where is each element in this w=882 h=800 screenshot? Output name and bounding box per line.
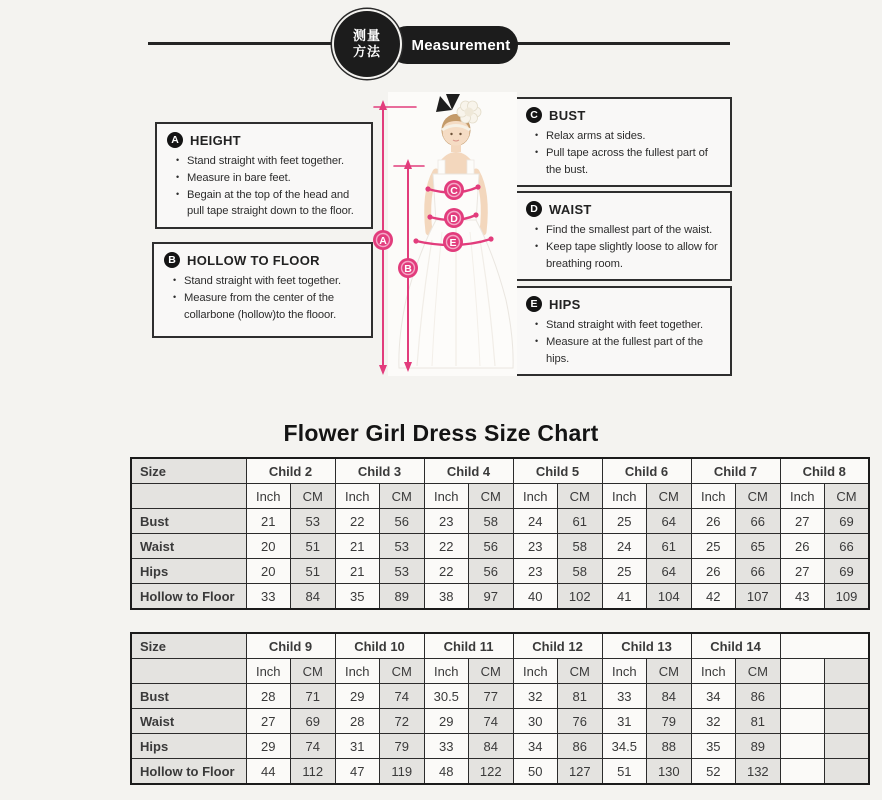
unit-cm-header: CM [469, 484, 514, 509]
badge-chinese-line2: 方法 [352, 44, 381, 59]
size-column-header: Child 6 [602, 458, 691, 484]
box-heading [526, 107, 720, 123]
size-value-cell: 33 [602, 684, 647, 709]
size-value-cell: 51 [291, 559, 336, 584]
size-column-header: Child 13 [602, 633, 691, 659]
size-column-header: Child 14 [691, 633, 780, 659]
size-value-cell: 58 [558, 559, 603, 584]
measure-instruction: • Begain at the top of the head and pull tape straight down to the floor. [176, 187, 361, 221]
size-value-cell: 84 [647, 684, 692, 709]
size-value-cell: 56 [469, 559, 514, 584]
measure-bullets [526, 222, 720, 272]
measure-instruction: • Find the smallest part of the waist. [535, 222, 720, 239]
size-value-cell: 74 [469, 709, 514, 734]
size-value-cell: 26 [691, 559, 736, 584]
size-column-header: Child 12 [513, 633, 602, 659]
size-value-cell: 24 [602, 534, 647, 559]
measure-row-label: Waist [131, 534, 246, 559]
size-value-cell: 35 [335, 584, 380, 610]
size-value-cell: 21 [335, 534, 380, 559]
measure-instruction: • Measure from the center of the collarbone (hollow)to the flooor. [173, 290, 361, 324]
size-value-cell: 35 [691, 734, 736, 759]
size-value-cell: 22 [335, 509, 380, 534]
unit-inch-header: Inch [335, 659, 380, 684]
unit-cm-header: CM [736, 484, 781, 509]
measure-title: BUST [549, 107, 586, 123]
size-column-header: Child 7 [691, 458, 780, 484]
measure-row-label: Hips [131, 559, 246, 584]
measure-title: HOLLOW TO FLOOR [187, 252, 320, 268]
badge-e [443, 232, 463, 252]
size-value-cell: 34 [513, 734, 558, 759]
box-heading [167, 132, 361, 148]
measurement-figure [372, 90, 517, 380]
unit-cm-header: CM [380, 484, 425, 509]
size-header-cell: Size [131, 633, 246, 659]
size-value-cell: 22 [424, 559, 469, 584]
unit-inch-header: Inch [246, 484, 291, 509]
unit-inch-header: Inch [513, 659, 558, 684]
measure-instruction: • Stand straight with feet together. [173, 273, 361, 290]
size-row [131, 709, 869, 734]
size-value-cell: 31 [335, 734, 380, 759]
size-value-cell: 51 [602, 759, 647, 785]
badge-a [373, 230, 393, 250]
size-value-cell: 25 [691, 534, 736, 559]
size-value-cell: 58 [469, 509, 514, 534]
waist-instruction-box [514, 191, 732, 281]
size-value-cell: 61 [647, 534, 692, 559]
size-row [131, 559, 869, 584]
measure-instruction: • Stand straight with feet together. [535, 317, 720, 334]
size-value-cell: 28 [335, 709, 380, 734]
unit-cm-header: CM [825, 484, 870, 509]
size-value-cell: 32 [691, 709, 736, 734]
size-value-cell: 79 [380, 734, 425, 759]
size-value-cell: 66 [736, 509, 781, 534]
unit-row-spacer [131, 484, 246, 509]
size-value-cell: 23 [424, 509, 469, 534]
unit-inch-header: Inch [780, 484, 825, 509]
hips-instruction-box [514, 286, 732, 376]
size-value-cell: 130 [647, 759, 692, 785]
size-table [130, 457, 870, 610]
size-value-cell: 102 [558, 584, 603, 610]
size-value-cell: 81 [558, 684, 603, 709]
box-heading [164, 252, 361, 268]
measure-bullets [526, 317, 720, 367]
badge-b-letter: B [404, 262, 412, 275]
size-value-cell [780, 709, 825, 734]
unit-inch-header: Inch [335, 484, 380, 509]
size-value-cell: 42 [691, 584, 736, 610]
box-heading [526, 296, 720, 312]
size-value-cell: 56 [469, 534, 514, 559]
size-value-cell: 21 [335, 559, 380, 584]
size-value-cell: 66 [736, 559, 781, 584]
size-value-cell: 28 [246, 684, 291, 709]
size-value-cell: 23 [513, 559, 558, 584]
measure-title: HEIGHT [190, 132, 241, 148]
size-value-cell: 23 [513, 534, 558, 559]
size-value-cell: 56 [380, 509, 425, 534]
size-value-cell: 34 [691, 684, 736, 709]
size-value-cell: 112 [291, 759, 336, 785]
size-value-cell [825, 759, 870, 785]
size-value-cell: 30 [513, 709, 558, 734]
measure-row-label: Bust [131, 684, 246, 709]
size-column-header: Child 8 [780, 458, 869, 484]
size-value-cell [780, 759, 825, 785]
measure-instruction: • Measure in bare feet. [176, 170, 361, 187]
size-value-cell: 52 [691, 759, 736, 785]
badge-c-letter: C [450, 184, 458, 197]
unit-inch-header: Inch [691, 484, 736, 509]
size-value-cell: 119 [380, 759, 425, 785]
measure-row-label: Waist [131, 709, 246, 734]
size-value-cell: 27 [246, 709, 291, 734]
size-value-cell: 74 [291, 734, 336, 759]
size-value-cell: 25 [602, 509, 647, 534]
size-value-cell [825, 684, 870, 709]
size-value-cell: 69 [825, 559, 870, 584]
unit-cm-header: CM [736, 659, 781, 684]
size-value-cell: 48 [424, 759, 469, 785]
size-value-cell: 38 [424, 584, 469, 610]
size-chart-title: Flower Girl Dress Size Chart [283, 420, 599, 446]
size-row [131, 734, 869, 759]
badge-c [444, 180, 464, 200]
unit-cm-header: CM [647, 484, 692, 509]
size-value-cell: 40 [513, 584, 558, 610]
size-value-cell: 27 [780, 509, 825, 534]
size-column-header: Child 11 [424, 633, 513, 659]
measure-row-label: Hips [131, 734, 246, 759]
size-value-cell: 29 [424, 709, 469, 734]
unit-row-spacer [131, 659, 246, 684]
size-table [130, 632, 870, 785]
measurement-pill-label: Measurement [411, 36, 511, 54]
measure-bullets [526, 128, 720, 178]
badge-e-letter: E [449, 236, 457, 249]
size-value-cell: 64 [647, 559, 692, 584]
size-value-cell: 79 [647, 709, 692, 734]
unit-cm-header: CM [558, 484, 603, 509]
measure-title: HIPS [549, 296, 581, 312]
measure-instruction: • Measure at the fullest part of the hips. [535, 334, 720, 368]
size-value-cell: 53 [291, 509, 336, 534]
measure-instruction: • Pull tape across the fullest part of the bust. [535, 145, 720, 179]
unit-inch-header: Inch [424, 484, 469, 509]
bust-instruction-box [514, 97, 732, 187]
badge-d [444, 208, 464, 228]
size-value-cell [780, 684, 825, 709]
measure-bullets [164, 273, 361, 323]
size-value-cell: 20 [246, 534, 291, 559]
unit-inch-header: Inch [513, 484, 558, 509]
size-column-header: Child 3 [335, 458, 424, 484]
badge-a-letter: A [379, 234, 387, 247]
size-value-cell: 53 [380, 559, 425, 584]
size-row [131, 534, 869, 559]
size-value-cell: 24 [513, 509, 558, 534]
size-value-cell: 72 [380, 709, 425, 734]
size-value-cell: 84 [291, 584, 336, 610]
measure-instruction: • Keep tape slightly loose to allow for breathing room. [535, 239, 720, 273]
size-value-cell: 44 [246, 759, 291, 785]
size-value-cell: 29 [335, 684, 380, 709]
measure-row-label: Bust [131, 509, 246, 534]
size-value-cell: 84 [469, 734, 514, 759]
size-value-cell: 51 [291, 534, 336, 559]
size-value-cell: 104 [647, 584, 692, 610]
size-value-cell: 86 [736, 684, 781, 709]
size-value-cell: 77 [469, 684, 514, 709]
size-value-cell: 26 [780, 534, 825, 559]
measure-badge: C [526, 107, 542, 123]
size-value-cell: 81 [736, 709, 781, 734]
size-value-cell: 74 [380, 684, 425, 709]
size-value-cell: 50 [513, 759, 558, 785]
size-value-cell: 107 [736, 584, 781, 610]
size-value-cell: 88 [647, 734, 692, 759]
measure-badge: A [167, 132, 183, 148]
size-value-cell: 31 [602, 709, 647, 734]
size-row [131, 509, 869, 534]
size-value-cell: 33 [424, 734, 469, 759]
size-value-cell: 86 [558, 734, 603, 759]
size-value-cell [825, 734, 870, 759]
size-row [131, 759, 869, 785]
size-value-cell: 22 [424, 534, 469, 559]
size-value-cell [825, 709, 870, 734]
measure-bullets [167, 153, 361, 220]
measure-title: WAIST [549, 201, 592, 217]
size-value-cell: 47 [335, 759, 380, 785]
size-value-cell: 21 [246, 509, 291, 534]
measure-row-label: Hollow to Floor [131, 759, 246, 785]
size-value-cell: 89 [736, 734, 781, 759]
size-value-cell: 65 [736, 534, 781, 559]
size-value-cell: 64 [647, 509, 692, 534]
unit-inch-header: Inch [602, 484, 647, 509]
size-table-child-9-14 [130, 632, 870, 785]
size-value-cell: 32 [513, 684, 558, 709]
unit-cm-header: CM [647, 659, 692, 684]
size-value-cell: 43 [780, 584, 825, 610]
size-value-cell: 69 [825, 509, 870, 534]
size-value-cell: 29 [246, 734, 291, 759]
size-value-cell: 20 [246, 559, 291, 584]
size-column-header: Child 10 [335, 633, 424, 659]
size-value-cell: 53 [380, 534, 425, 559]
unit-inch-header: Inch [424, 659, 469, 684]
unit-inch-header: Inch [246, 659, 291, 684]
unit-cm-header: CM [380, 659, 425, 684]
size-column-header: Child 9 [246, 633, 335, 659]
measure-instruction: • Stand straight with feet together. [176, 153, 361, 170]
size-value-cell: 66 [825, 534, 870, 559]
unit-inch-header: Inch [602, 659, 647, 684]
size-value-cell: 34.5 [602, 734, 647, 759]
measurement-method-badge [334, 11, 400, 77]
size-row [131, 584, 869, 610]
unit-inch-header [780, 659, 825, 684]
size-value-cell: 69 [291, 709, 336, 734]
size-value-cell: 58 [558, 534, 603, 559]
height-instruction-box [155, 122, 373, 229]
size-column-header: Child 5 [513, 458, 602, 484]
box-heading [526, 201, 720, 217]
measure-badge: E [526, 296, 542, 312]
size-value-cell: 109 [825, 584, 870, 610]
badge-chinese-line1: 测量 [352, 28, 381, 44]
unit-cm-header: CM [291, 659, 336, 684]
size-value-cell: 89 [380, 584, 425, 610]
size-value-cell: 76 [558, 709, 603, 734]
badge-b [398, 258, 418, 278]
unit-cm-header: CM [558, 659, 603, 684]
measurement-pill [388, 26, 518, 64]
size-value-cell: 27 [780, 559, 825, 584]
size-value-cell: 61 [558, 509, 603, 534]
size-value-cell: 132 [736, 759, 781, 785]
hollow-to-floor-instruction-box [152, 242, 373, 338]
size-column-header: Child 2 [246, 458, 335, 484]
size-value-cell: 26 [691, 509, 736, 534]
size-value-cell: 71 [291, 684, 336, 709]
size-value-cell: 41 [602, 584, 647, 610]
size-value-cell: 122 [469, 759, 514, 785]
size-value-cell: 127 [558, 759, 603, 785]
size-column-header [780, 633, 869, 659]
measure-instruction: • Relax arms at sides. [535, 128, 720, 145]
unit-inch-header: Inch [691, 659, 736, 684]
size-row [131, 684, 869, 709]
unit-cm-header: CM [469, 659, 514, 684]
size-table-child-2-8 [130, 457, 870, 610]
size-value-cell: 25 [602, 559, 647, 584]
measure-badge: D [526, 201, 542, 217]
size-header-cell: Size [131, 458, 246, 484]
hair-flower-icon [457, 101, 481, 123]
size-value-cell: 33 [246, 584, 291, 610]
badge-d-letter: D [450, 212, 458, 225]
measure-badge: B [164, 252, 180, 268]
size-value-cell: 97 [469, 584, 514, 610]
unit-cm-header [825, 659, 870, 684]
size-value-cell [780, 734, 825, 759]
size-value-cell: 30.5 [424, 684, 469, 709]
unit-cm-header: CM [291, 484, 336, 509]
size-column-header: Child 4 [424, 458, 513, 484]
measure-row-label: Hollow to Floor [131, 584, 246, 610]
